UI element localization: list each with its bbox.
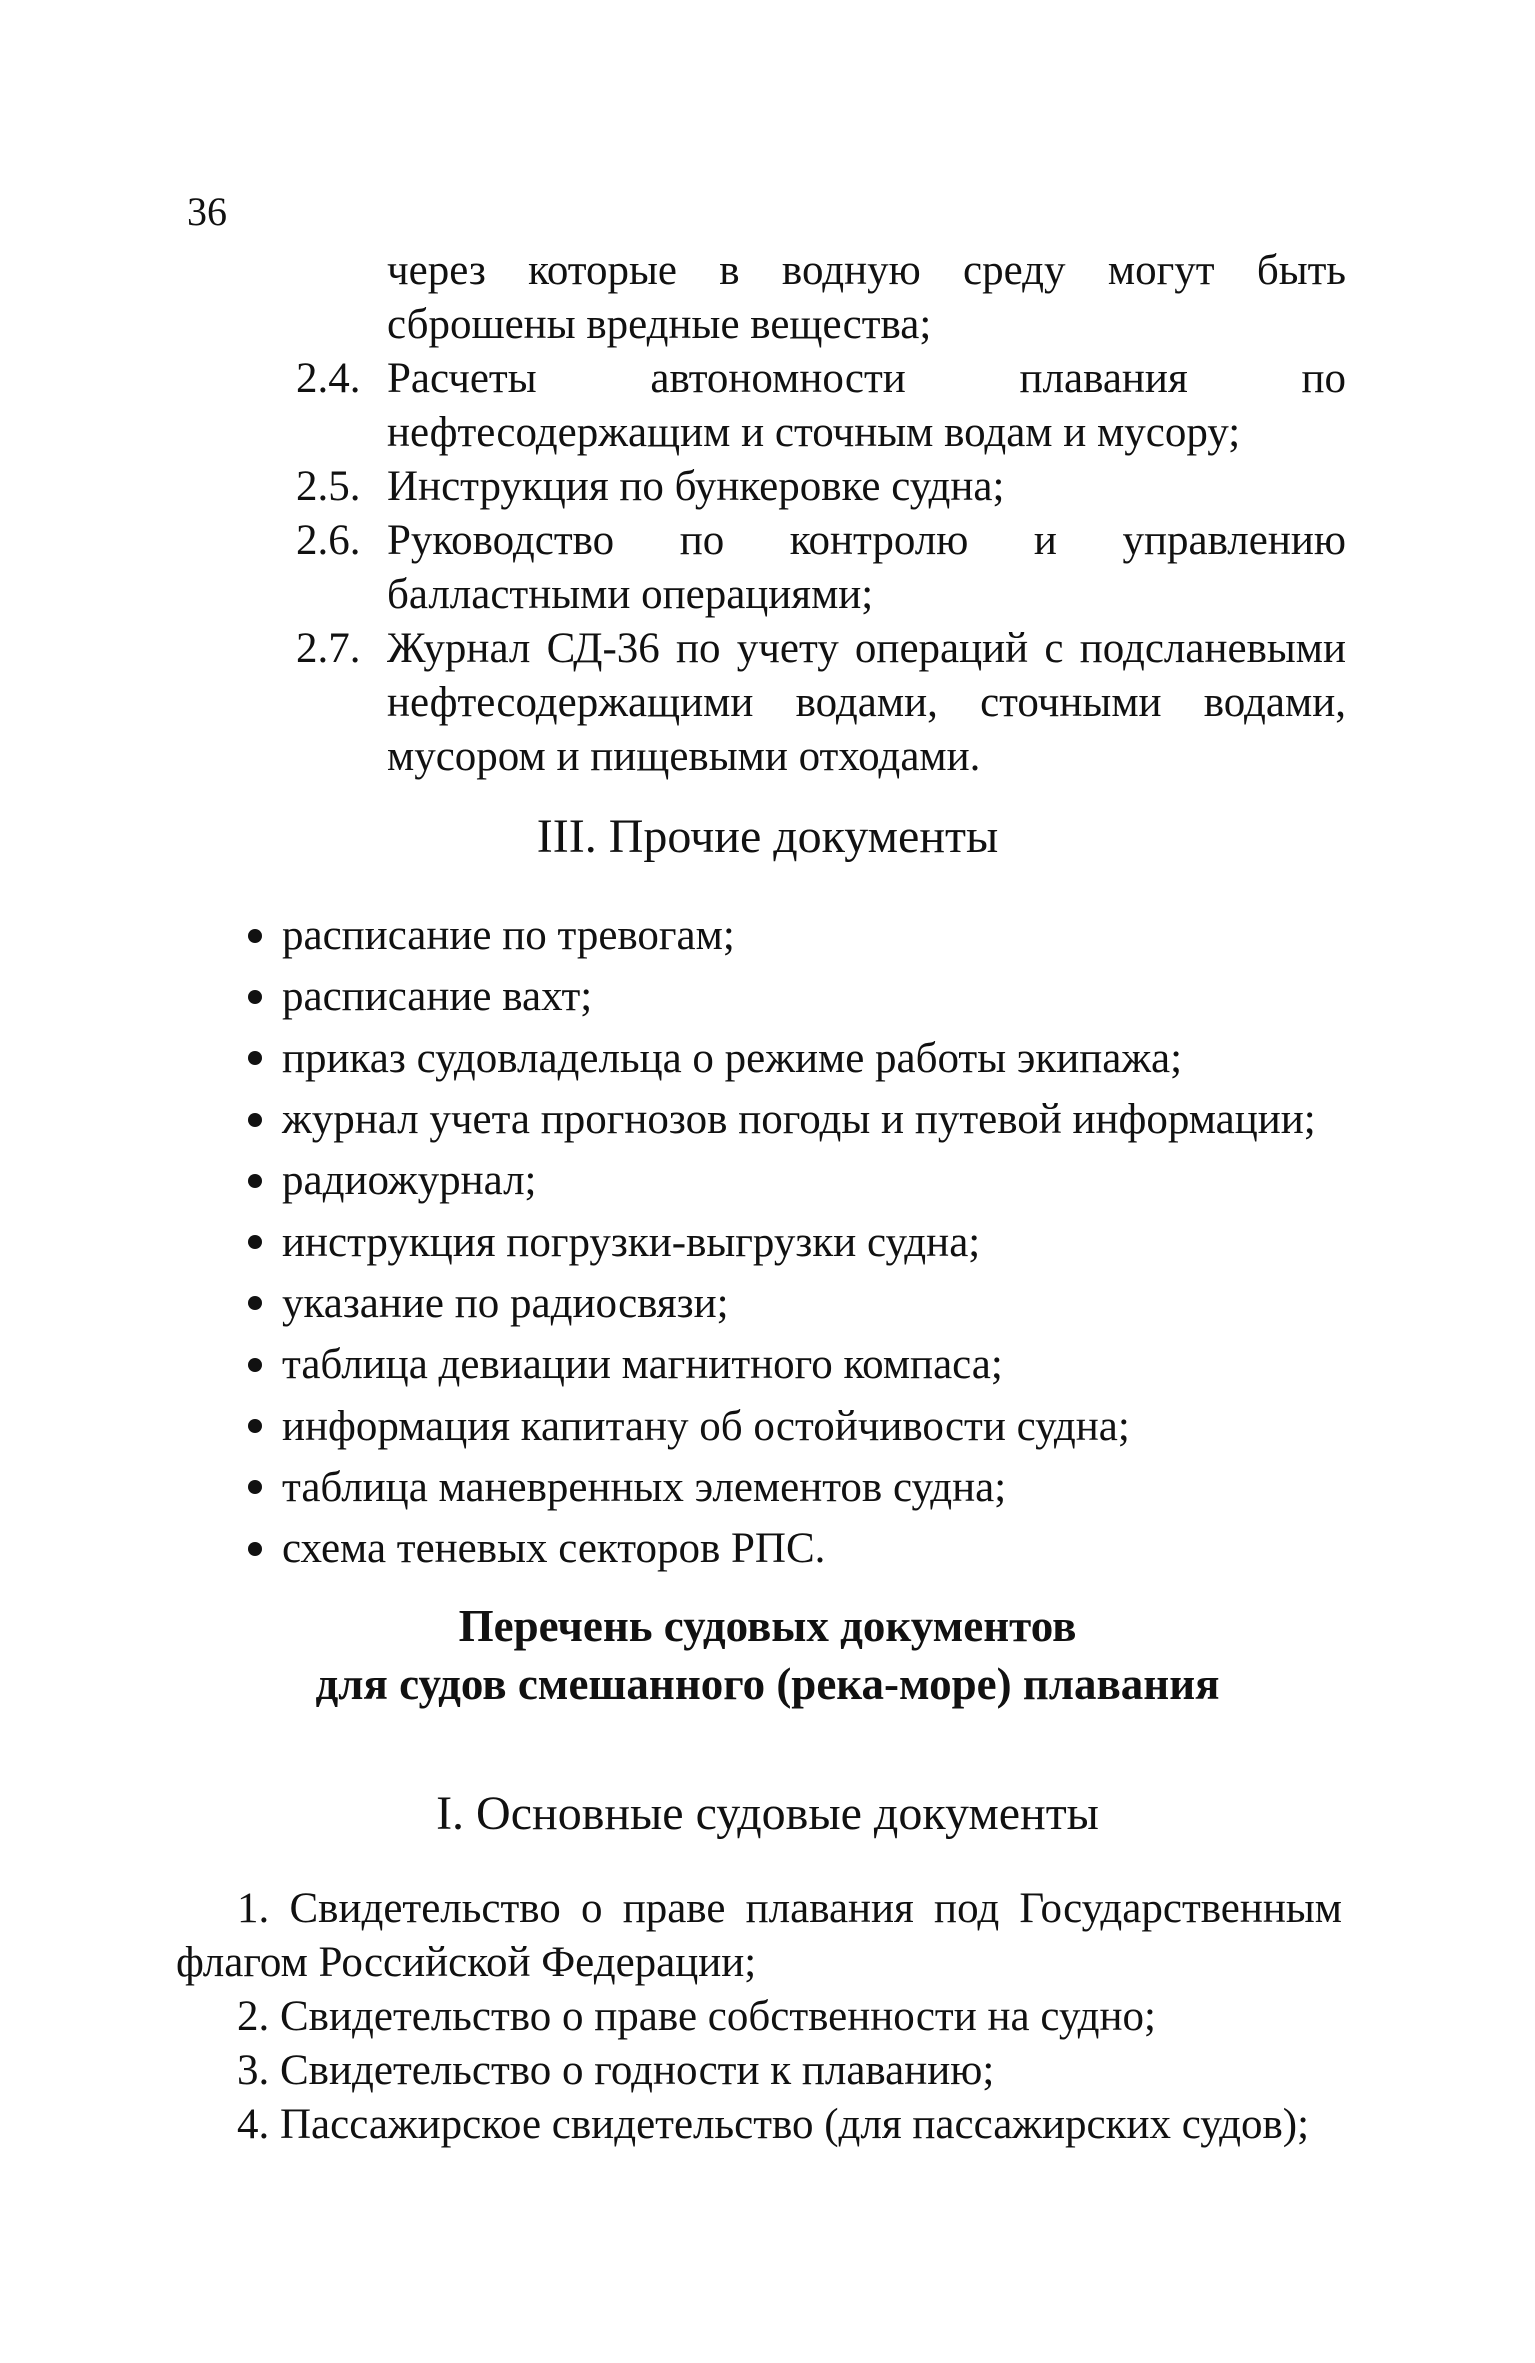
list-item <box>248 1273 1348 1334</box>
section-3-heading: III. Прочие документы <box>536 810 999 863</box>
continuation-text: через которые в водную среду могут быть сброшены вредные вещества; <box>387 247 1346 348</box>
bullet-icon <box>248 1542 262 1556</box>
bullet-text: таблица девиации магнитного компаса; <box>282 1341 1003 1389</box>
list-item <box>248 1089 1348 1150</box>
list-item <box>248 1150 1348 1211</box>
bullet-icon <box>248 1235 262 1249</box>
list-item: 3. Свидетельство о годности к плаванию; <box>237 2047 995 2094</box>
bullet-text: указание по радиосвязи; <box>282 1279 729 1327</box>
list-item <box>248 1334 1348 1395</box>
list-item: 4. Пассажирское свидетельство (для пассажирских судов); <box>237 2101 1310 2148</box>
list-item <box>296 514 1346 622</box>
bullet-icon <box>248 1358 262 1372</box>
bullet-icon <box>248 1051 262 1065</box>
bullet-icon <box>248 1419 262 1433</box>
list-item <box>248 1518 1348 1579</box>
item-text: Журнал СД-36 по учету операций с подсланевыми нефтесодержащими водами, сточными водами, мусором и пищевыми отходами. <box>387 625 1346 780</box>
list-item <box>248 1457 1348 1518</box>
page-number: 36 <box>187 189 227 234</box>
item-number: 2.6. <box>296 517 361 564</box>
list-item <box>248 1395 1348 1456</box>
bullet-text: инструкция погрузки-выгрузки судна; <box>282 1218 981 1266</box>
bullet-text: радиожурнал; <box>282 1157 537 1205</box>
list-item: 1. Свидетельство о праве плавания под Государственным флагом Российской Федерации; <box>176 1885 1342 1986</box>
section-1-heading: I. Основные судовые документы <box>436 1787 1099 1840</box>
bullet-icon <box>248 1113 262 1127</box>
bullet-text: таблица маневренных элементов судна; <box>282 1463 1007 1511</box>
item-text: Руководство по контролю и управлению балластными операциями; <box>387 517 1346 618</box>
bullet-icon <box>248 1174 262 1188</box>
bullet-text: схема теневых секторов РПС. <box>282 1525 826 1573</box>
item-number: 2.4. <box>296 355 361 402</box>
list-item <box>296 352 1346 460</box>
list-item: 2. Свидетельство о праве собственности на судно; <box>237 1993 1156 2040</box>
bullet-icon <box>248 929 262 943</box>
document-list-title <box>0 1597 1535 1713</box>
list-item <box>248 1028 1348 1089</box>
item-text: Расчеты автономности плавания по нефтесодержащим и сточным водам и мусору; <box>387 355 1346 456</box>
list-item <box>296 460 1346 514</box>
bullet-text: журнал учета прогнозов погоды и путевой информации; <box>282 1096 1316 1144</box>
title-line-2: для судов смешанного (река-море) плавания <box>315 1659 1220 1709</box>
list-item <box>248 1211 1348 1272</box>
list-item <box>296 622 1346 784</box>
bullet-text: расписание вахт; <box>282 973 593 1021</box>
item-number: 2.7. <box>296 625 361 672</box>
section-2-list <box>296 244 1346 784</box>
bullet-text: приказ судовладельца о режиме работы экипажа; <box>282 1034 1183 1082</box>
section-3-bullet-list <box>248 905 1348 1579</box>
list-item <box>248 905 1348 966</box>
bullet-icon <box>248 1296 262 1310</box>
bullet-icon <box>248 1480 262 1494</box>
bullet-text: информация капитану об остойчивости судна; <box>282 1402 1130 1450</box>
item-number: 2.5. <box>296 463 361 510</box>
item-text: Инструкция по бункеровке судна; <box>387 463 1005 510</box>
bullet-text: расписание по тревогам; <box>282 912 735 960</box>
list-item <box>248 966 1348 1027</box>
title-line-1: Перечень судовых документов <box>458 1601 1077 1651</box>
bullet-icon <box>248 990 262 1004</box>
section-1-list <box>176 1882 1342 2152</box>
